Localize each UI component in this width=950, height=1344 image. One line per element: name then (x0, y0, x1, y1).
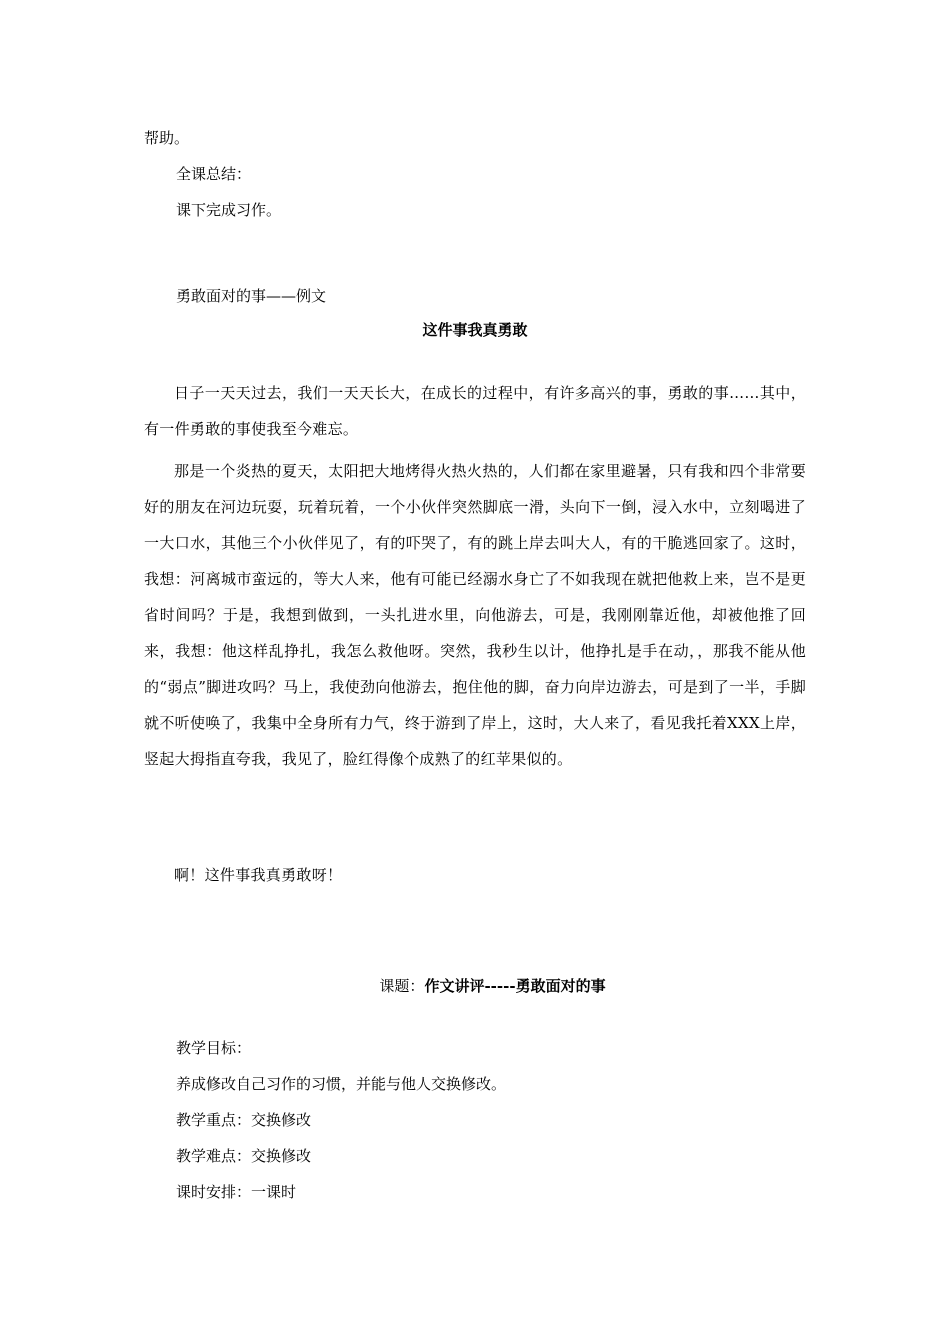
subject-label: 课题： (379, 977, 425, 995)
schedule: 课时安排：一课时 (176, 1183, 297, 1201)
difficulty: 教学难点：交换修改 (176, 1147, 312, 1165)
key-point: 教学重点：交换修改 (176, 1111, 312, 1129)
essay-paragraph-3: 啊！这件事我真勇敢呀！ (174, 866, 343, 884)
homework-line: 课下完成习作。 (176, 201, 282, 219)
essay-paragraph-2: 那是一个炎热的夏天，太阳把大地烤得火热火热的，人们都在家里避暑，只有我和四个非常要好的朋友在河边玩耍，玩着玩着，一个小伙伴突然脚底一滑，头向下一倒，浸入水中，立刻喝进了一大口水，其他三个小伙伴见了，有的吓哭了，有的跳上岸去叫大人，有的干脆逃回家了。这时，我想：河离城市蛮远的，等大人来，他有可能已经溺水身亡了不如我现在就把他救上来，岂不是更省时间吗？于是，我想到做到，一头扎进水里，向他游去，可是，我刚刚靠近他，却被他推了回来，我想：他这样乱挣扎，我怎么救他呀。突然，我秒生以计，他挣扎是手在动，，那我不能从他的“弱点”脚进攻吗？马上，我使劲向他游去，抱住他的脚，奋力向岸边游去，可是到了一半，手脚就不听使唤了，我集中全身所有力气，终于游到了岸上，这时，大人来了，看见我托着XXX上岸，竖起大拇指直夸我，我见了，脸红得像个成熟了的红苹果似的。 (144, 462, 806, 768)
essay-title: 这件事我真勇敢 (422, 321, 528, 339)
goal-text: 养成修改自己习作的习惯，并能与他人交换修改。 (176, 1075, 507, 1093)
goal-label: 教学目标： (176, 1039, 252, 1057)
subject-title: 作文讲评-----勇敢面对的事 (424, 977, 606, 995)
summary-line: 全课总结： (176, 165, 252, 183)
lesson-subject (0, 976, 950, 996)
example-heading: 勇敢面对的事——例文 (176, 287, 327, 305)
help-line: 帮助。 (144, 129, 190, 147)
essay-paragraph-1: 日子一天天过去，我们一天天长大，在成长的过程中，有许多高兴的事，勇敢的事……其中，有一件勇敢的事使我至今难忘。 (144, 384, 806, 438)
